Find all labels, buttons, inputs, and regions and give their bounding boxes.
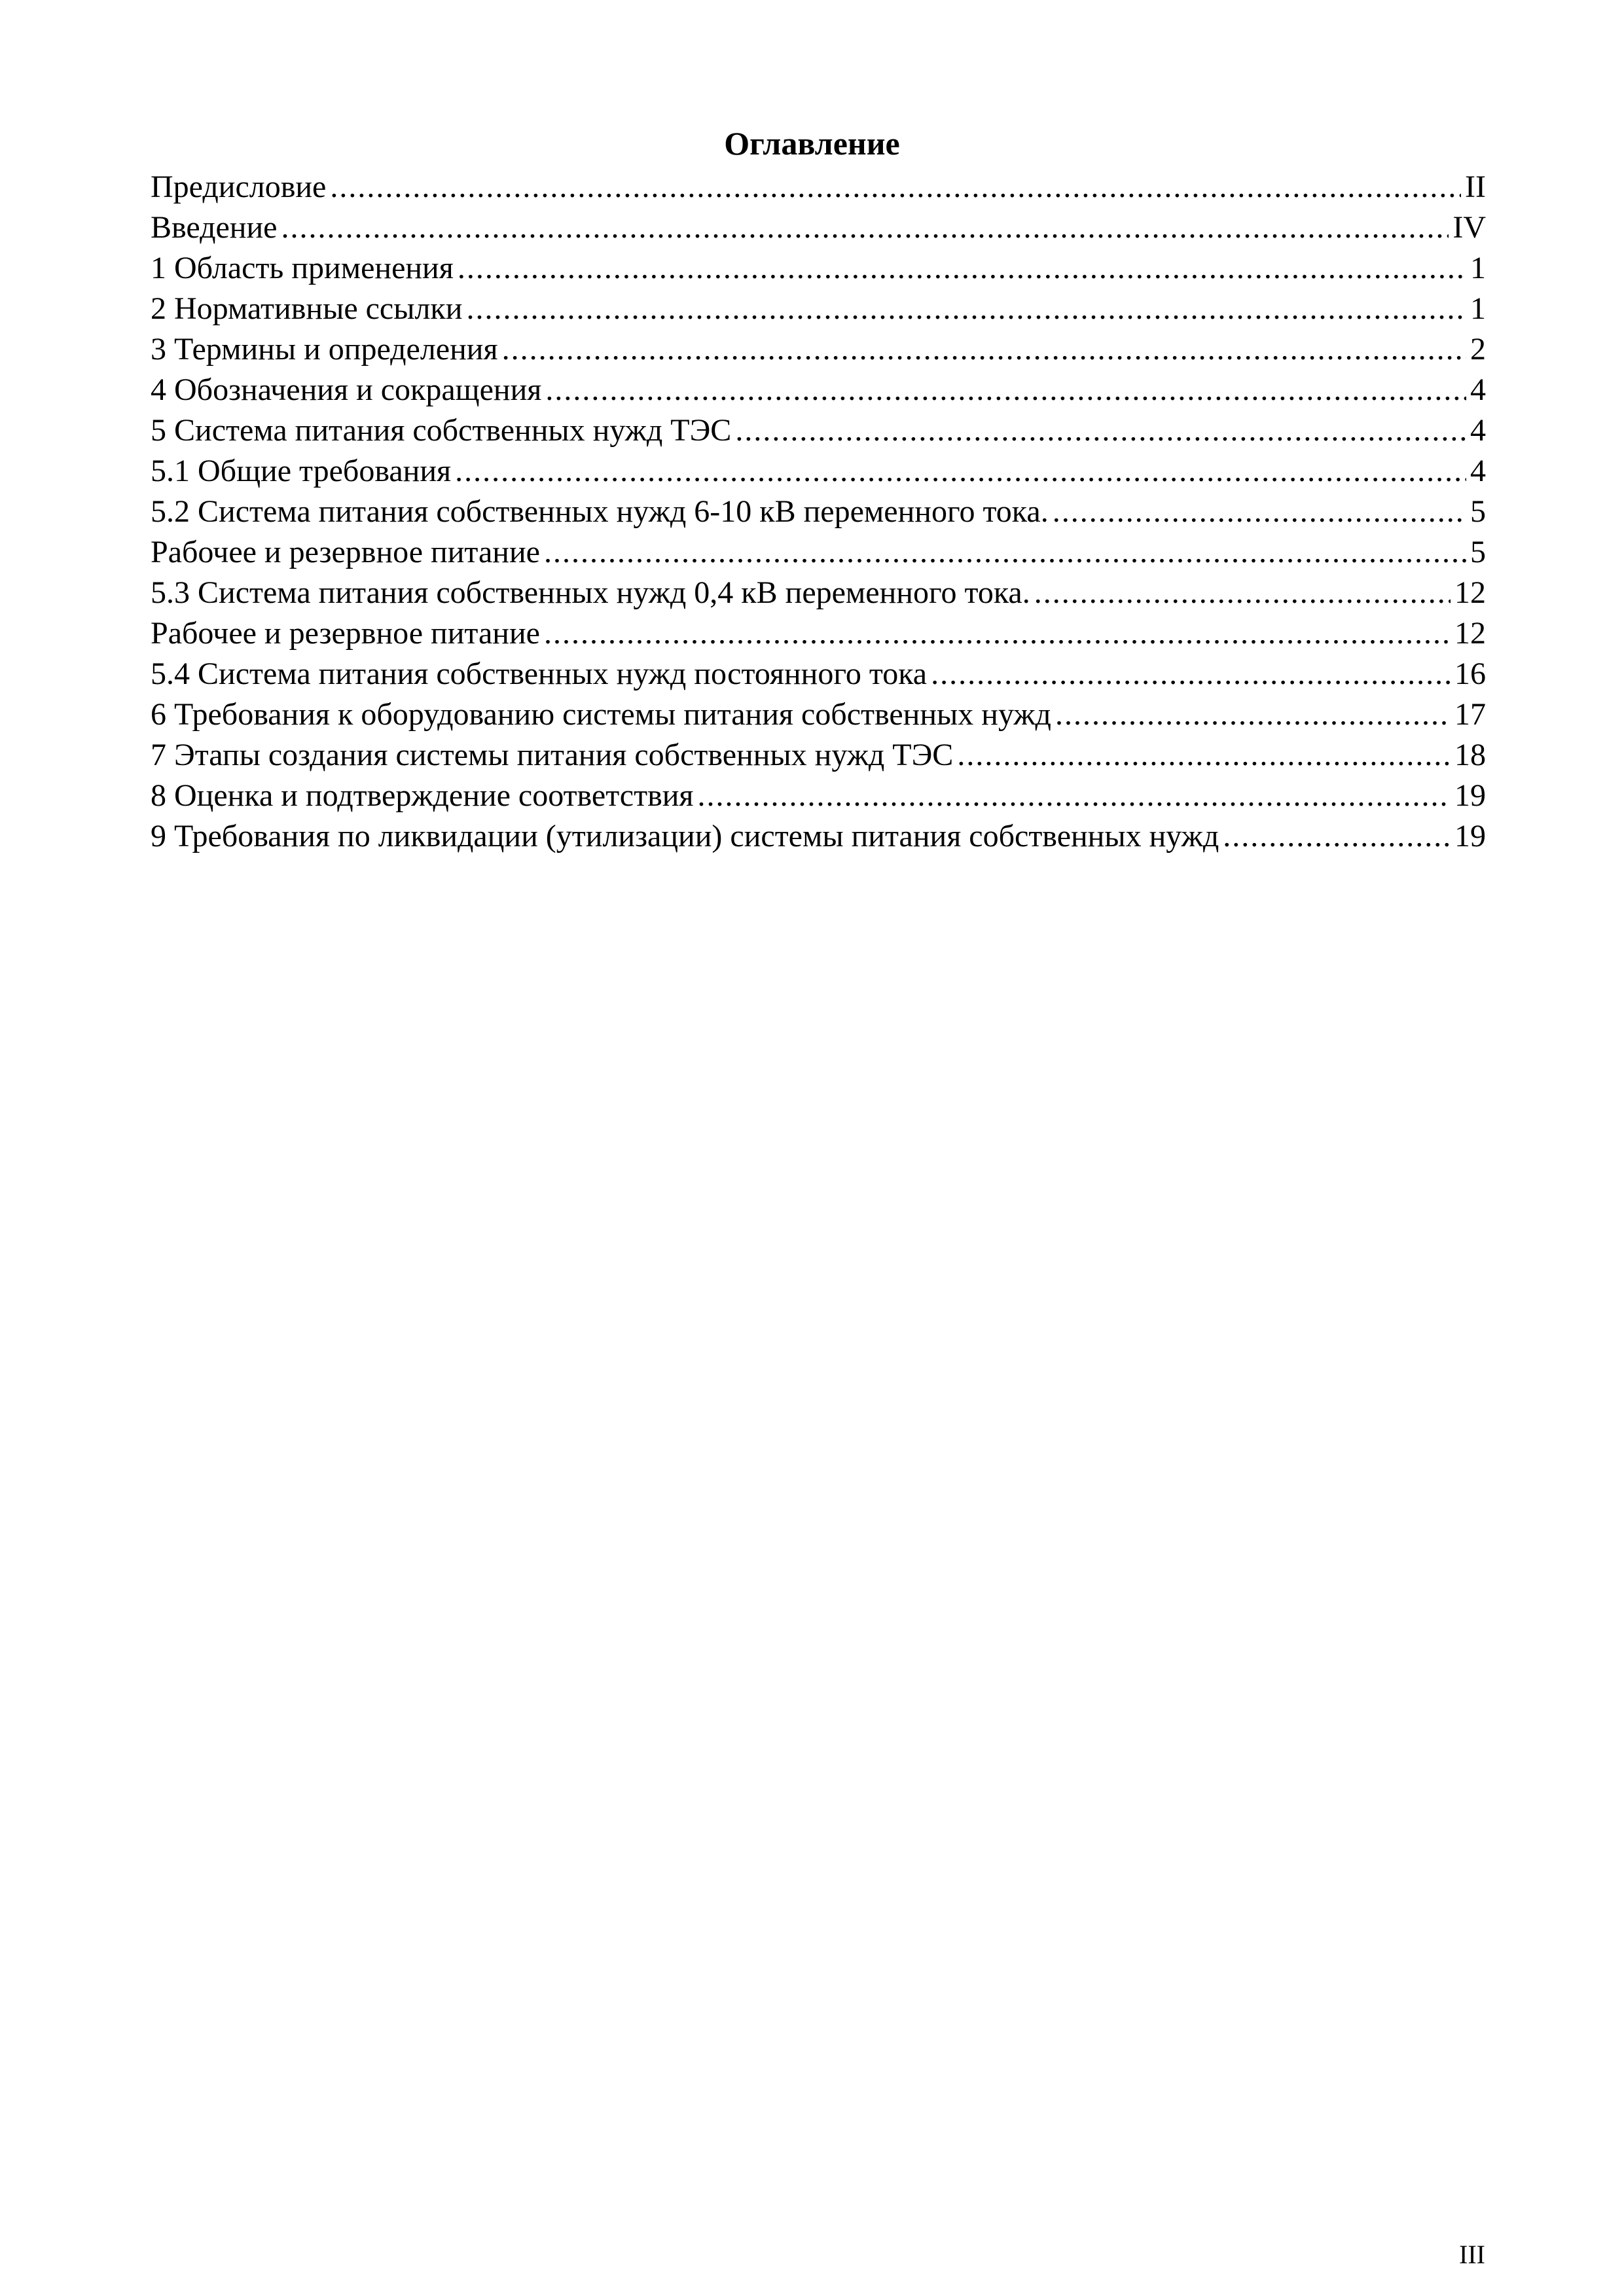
toc-entry-label: 5 Система питания собственных нужд ТЭС — [151, 413, 732, 448]
toc-entry-page: 5 — [1470, 494, 1486, 529]
toc-entry-label: Рабочее и резервное питание — [151, 535, 540, 569]
toc-entry[interactable] — [151, 654, 1486, 694]
toc-dot-leader — [502, 329, 1466, 370]
toc-entry-label: 5.2 Система питания собственных нужд 6-10 кВ переменного тока. — [151, 494, 1049, 529]
toc-entry-label: Введение — [151, 210, 278, 245]
toc-entry[interactable] — [151, 816, 1486, 857]
toc-entry[interactable] — [151, 289, 1486, 329]
toc-entry-page: 19 — [1454, 778, 1486, 813]
toc-dot-leader — [544, 532, 1466, 573]
toc-dot-leader — [1034, 573, 1451, 613]
toc-dot-leader — [1055, 694, 1451, 735]
toc-entry-label: 5.1 Общие требования — [151, 454, 452, 488]
toc-dot-leader — [281, 207, 1449, 248]
toc-entry-page: 1 — [1470, 291, 1486, 326]
toc-entry-label: 2 Нормативные ссылки — [151, 291, 463, 326]
toc-entry[interactable] — [151, 207, 1486, 248]
page-number: III — [1459, 2240, 1485, 2269]
toc-entry[interactable] — [151, 573, 1486, 613]
toc-entry-page: 4 — [1470, 413, 1486, 448]
toc-entry-label: 6 Требования к оборудованию системы питания собственных нужд — [151, 697, 1051, 732]
toc-entry[interactable] — [151, 167, 1486, 207]
toc-entry-label: 1 Область применения — [151, 251, 454, 285]
toc-entry-page: 4 — [1470, 454, 1486, 488]
toc-dot-leader — [545, 370, 1466, 410]
toc-entry-label: Предисловие — [151, 170, 327, 204]
toc-entry[interactable] — [151, 613, 1486, 654]
toc-dot-leader — [544, 613, 1451, 654]
toc-entry[interactable] — [151, 492, 1486, 532]
toc-entry-page: 5 — [1470, 535, 1486, 569]
toc-entry[interactable] — [151, 370, 1486, 410]
toc-entry[interactable] — [151, 451, 1486, 492]
toc-entry[interactable] — [151, 694, 1486, 735]
toc-dot-leader — [1223, 816, 1451, 857]
toc-entry-page: 18 — [1454, 738, 1486, 772]
toc-entry-page: 12 — [1454, 575, 1486, 610]
toc-dot-leader — [735, 410, 1466, 451]
toc-entry-page: 16 — [1454, 656, 1486, 691]
toc-entry-label: Рабочее и резервное питание — [151, 616, 540, 651]
toc-entry-page: II — [1465, 170, 1486, 204]
toc-entry-page: 17 — [1454, 697, 1486, 732]
toc-entry[interactable] — [151, 532, 1486, 573]
toc-dot-leader — [1053, 492, 1466, 532]
toc-entry-label: 5.3 Система питания собственных нужд 0,4 кВ переменного тока. — [151, 575, 1030, 610]
toc-dot-leader — [698, 776, 1451, 816]
toc-entry-label: 5.4 Система питания собственных нужд постоянного тока — [151, 656, 928, 691]
toc-entry[interactable] — [151, 735, 1486, 776]
toc-entry[interactable] — [151, 410, 1486, 451]
toc-dot-leader — [330, 167, 1461, 207]
toc-entry-label: 3 Термины и определения — [151, 332, 498, 367]
toc-entry-page: 2 — [1470, 332, 1486, 367]
toc-entry-page: 4 — [1470, 372, 1486, 407]
toc-entry-page: 12 — [1454, 616, 1486, 651]
toc-entry-page: 1 — [1470, 251, 1486, 285]
toc-entry-label: 7 Этапы создания системы питания собственных нужд ТЭС — [151, 738, 954, 772]
toc-entry[interactable] — [151, 776, 1486, 816]
toc-entry-label: 8 Оценка и подтверждение соответствия — [151, 778, 694, 813]
toc-dot-leader — [466, 289, 1466, 329]
toc-dot-leader — [455, 451, 1466, 492]
toc-title: Оглавление — [724, 125, 900, 162]
toc-dot-leader — [931, 654, 1451, 694]
toc-entry[interactable] — [151, 329, 1486, 370]
toc-list — [151, 167, 1486, 857]
toc-dot-leader — [957, 735, 1451, 776]
toc-entry-label: 9 Требования по ликвидации (утилизации) системы питания собственных нужд — [151, 819, 1219, 853]
toc-entry-page: 19 — [1454, 819, 1486, 853]
toc-dot-leader — [458, 248, 1466, 289]
toc-entry-page: IV — [1453, 210, 1486, 245]
toc-entry-label: 4 Обозначения и сокращения — [151, 372, 542, 407]
toc-entry[interactable] — [151, 248, 1486, 289]
